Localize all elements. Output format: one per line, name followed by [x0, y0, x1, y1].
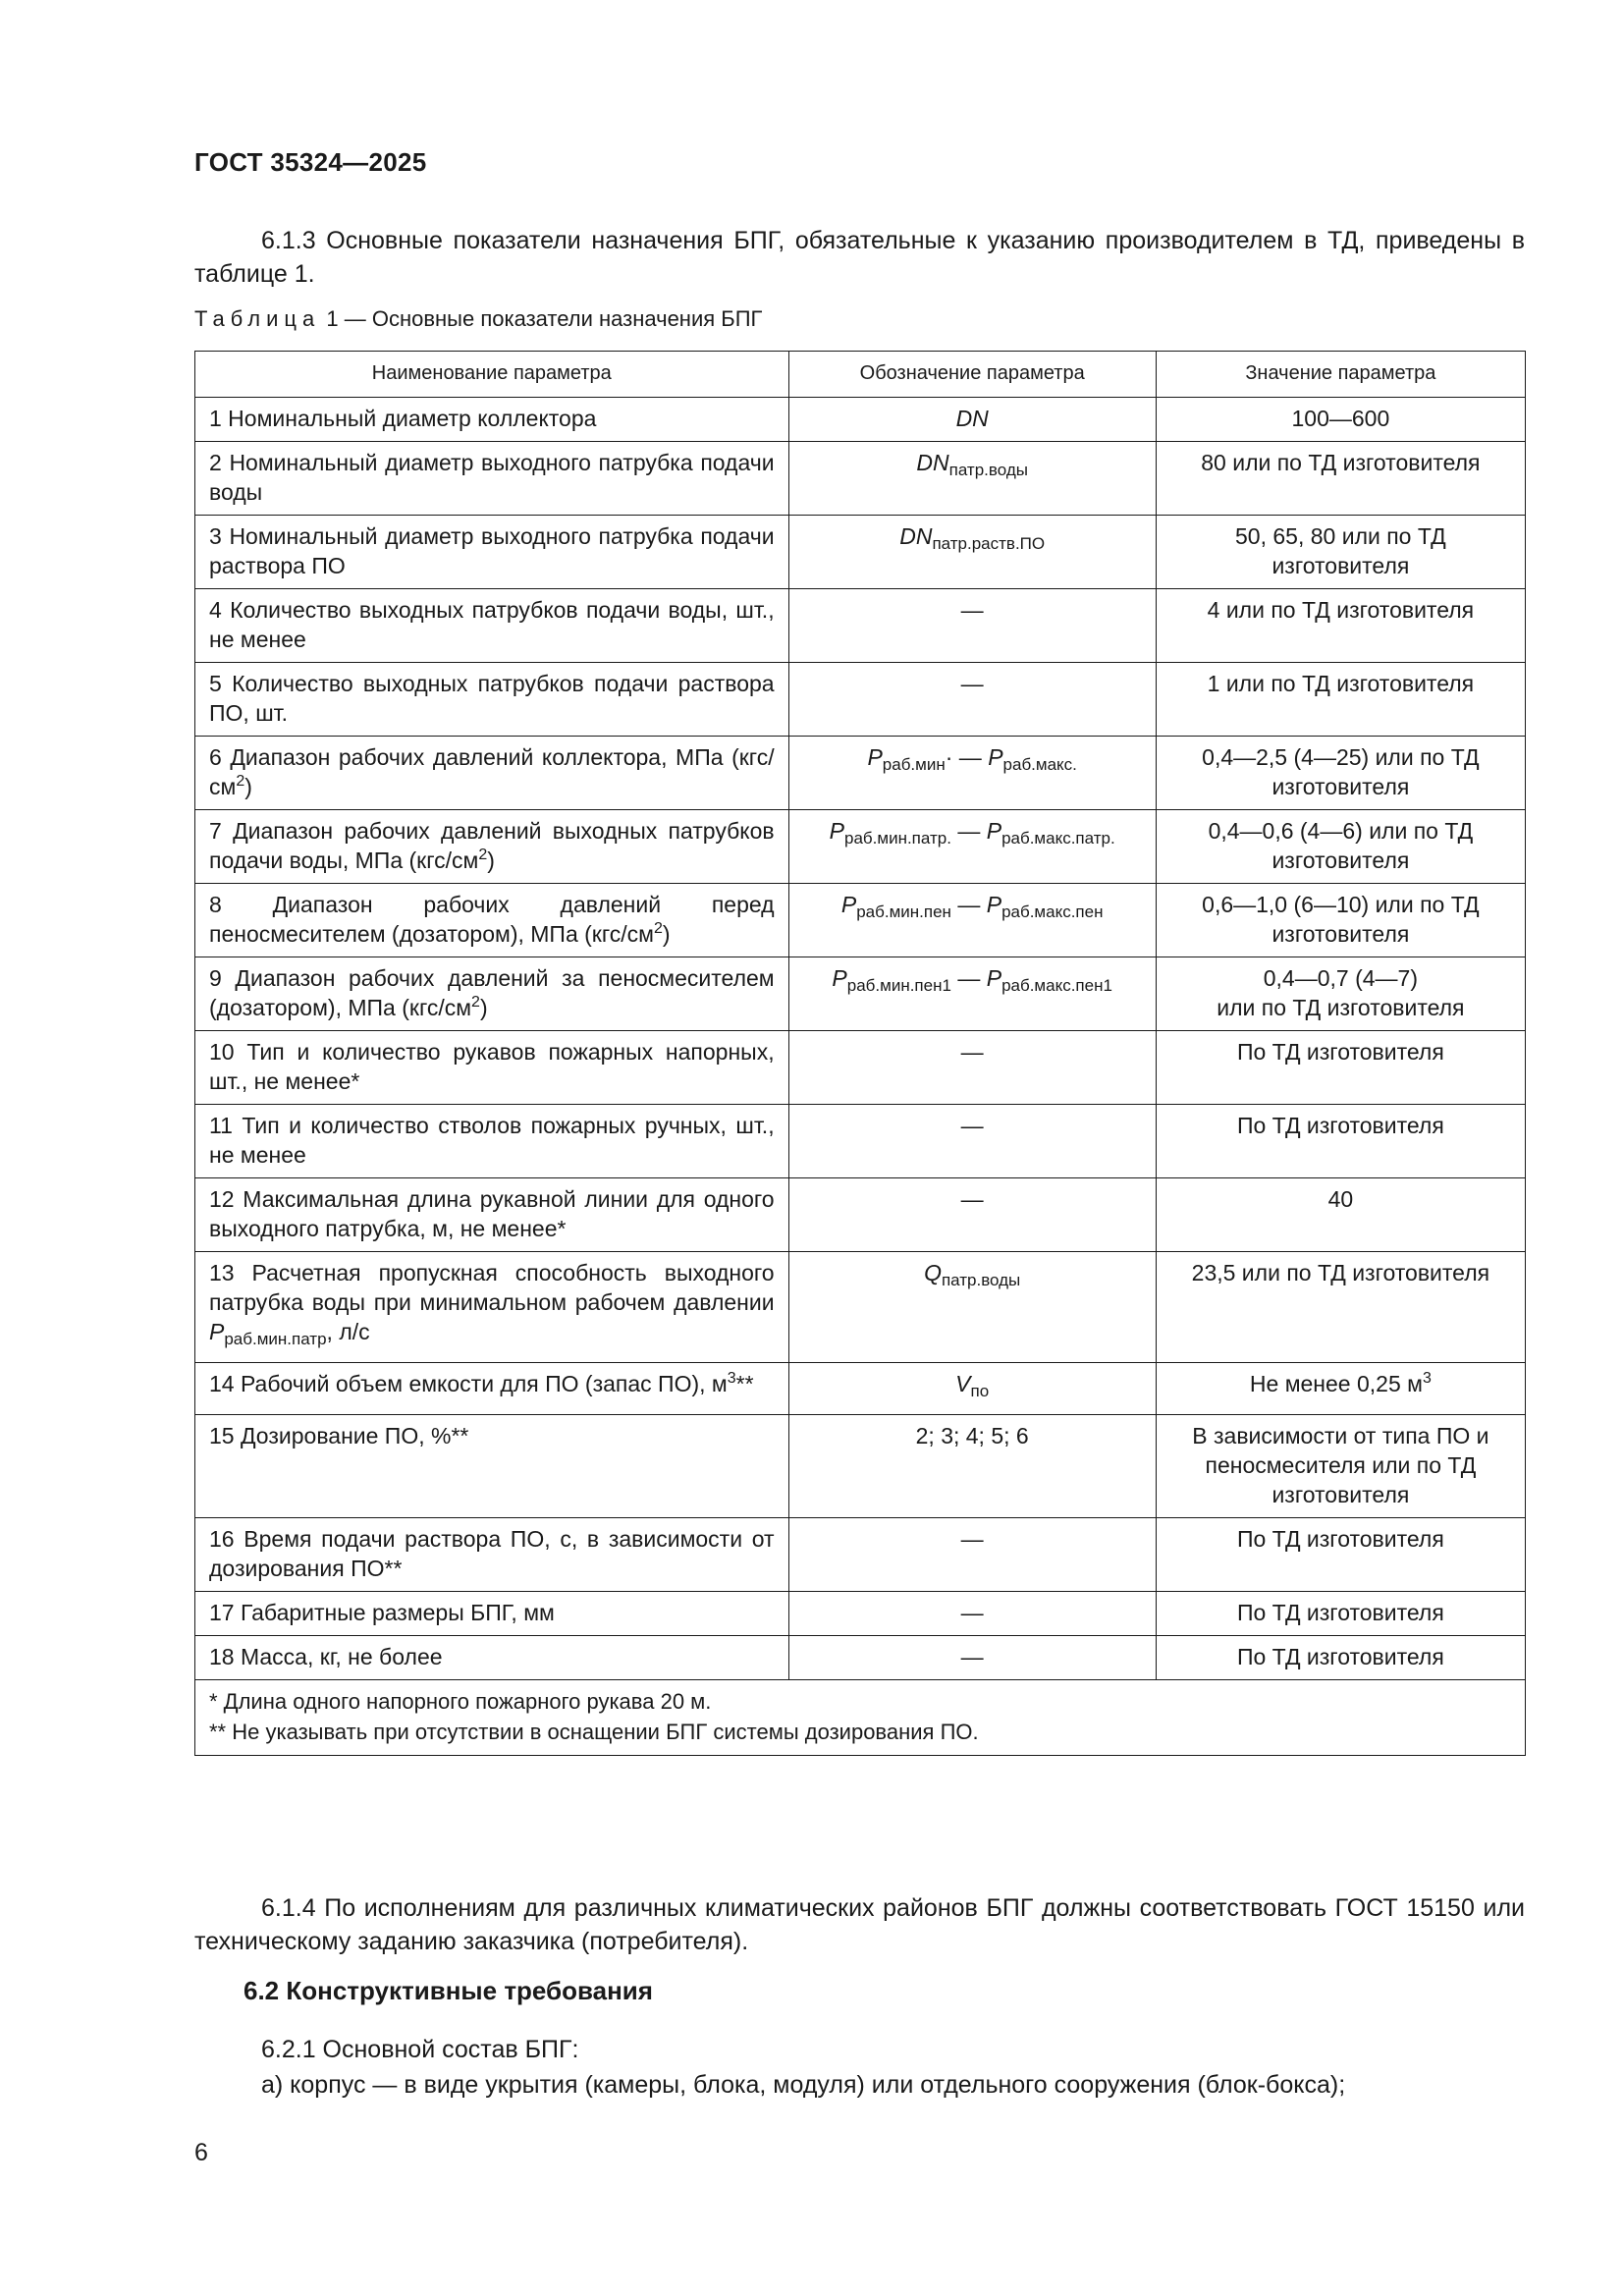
parameters-table: [194, 351, 1526, 1756]
param-name: 2 Номинальный диаметр выходного патрубка подачи воды: [195, 442, 789, 516]
footnote-2: ** Не указывать при отсутствии в оснащении БПГ системы дозирования ПО.: [209, 1720, 979, 1744]
paragraph-6-1-3: 6.1.3 Основные показатели назначения БПГ, обязательные к указанию производителем в ТД, приведены в таблице 1.: [194, 227, 1525, 288]
table-row: [195, 1415, 1526, 1518]
param-value: 0,4—2,5 (4—25) или по ТД изготовителя: [1156, 737, 1525, 810]
param-name: [195, 737, 789, 810]
table-row: [195, 663, 1526, 737]
symbol-subscript: патр.воды: [941, 1271, 1021, 1289]
symbol-main: DN: [955, 406, 989, 431]
table-row: [195, 1105, 1526, 1178]
param-value: [1156, 957, 1525, 1031]
table-row: [195, 1518, 1526, 1592]
table-row: [195, 589, 1526, 663]
param-symbol: [788, 1363, 1156, 1415]
symbol-p1-subscript: раб.мин.патр.: [844, 829, 951, 847]
param-symbol: —: [788, 1105, 1156, 1178]
header-value: Значение параметра: [1156, 352, 1525, 398]
table-row: [195, 957, 1526, 1031]
name-text-end: ): [487, 847, 495, 873]
param-symbol: [788, 884, 1156, 957]
param-symbol: —: [788, 1592, 1156, 1636]
paragraph-6-2-1: 6.2.1 Основной состав БПГ:: [261, 2036, 579, 2063]
param-value: 0,6—1,0 (6—10) или по ТД изготовителя: [1156, 884, 1525, 957]
name-text-end: ): [244, 774, 252, 799]
param-name: 1 Номинальный диаметр коллектора: [195, 398, 789, 442]
name-text: 13 Расчетная пропускная способность выходного патрубка воды при минимальном рабочем давлении: [209, 1260, 775, 1315]
param-symbol: [788, 1252, 1156, 1363]
symbol-p1: P: [867, 744, 883, 770]
param-value: 80 или по ТД изготовителя: [1156, 442, 1525, 516]
symbol-p2: P: [986, 892, 1002, 917]
param-value: По ТД изготовителя: [1156, 1636, 1525, 1680]
value-line-2: или по ТД изготовителя: [1217, 995, 1465, 1020]
header-name: Наименование параметра: [195, 352, 789, 398]
symbol-p2: P: [988, 744, 1003, 770]
param-symbol: —: [788, 1636, 1156, 1680]
table-row: [195, 810, 1526, 884]
name-text: 14 Рабочий объем емкости для ПО (запас ПО), м: [209, 1371, 728, 1396]
param-value: 0,4—0,6 (4—6) или по ТД изготовителя: [1156, 810, 1525, 884]
name-text: 7 Диапазон рабочих давлений выходных патрубков подачи воды, МПа (кгс/см: [209, 818, 775, 873]
name-text: 9 Диапазон рабочих давлений за пеносмесителем (дозатором), МПа (кгс/см: [209, 965, 775, 1020]
param-symbol: [788, 442, 1156, 516]
param-value: 40: [1156, 1178, 1525, 1252]
table-caption: [194, 306, 762, 332]
symbol-p2: P: [986, 965, 1002, 991]
param-name: 11 Тип и количество стволов пожарных ручных, шт., не менее: [195, 1105, 789, 1178]
name-superscript: 2: [471, 994, 480, 1011]
header-symbol: Обозначение параметра: [788, 352, 1156, 398]
table-caption-text: 1 — Основные показатели назначения БПГ: [320, 306, 763, 331]
param-name: [195, 810, 789, 884]
symbol-p1: P: [832, 965, 847, 991]
param-name: 17 Габаритные размеры БПГ, мм: [195, 1592, 789, 1636]
table-row: [195, 1636, 1526, 1680]
name-symbol: P: [209, 1319, 225, 1344]
param-value: [1156, 1363, 1525, 1415]
symbol-p1-subscript: раб.мин: [882, 755, 946, 774]
name-text-end: ): [662, 921, 671, 947]
name-text: 8 Диапазон рабочих давлений перед пеносмесителем (дозатором), МПа (кгс/см: [209, 892, 775, 947]
name-superscript: 2: [236, 773, 245, 790]
name-text: 6 Диапазон рабочих давлений коллектора, МПа (кгс/см: [209, 744, 775, 799]
table-row: [195, 884, 1526, 957]
document-header: ГОСТ 35324—2025: [194, 147, 427, 177]
table-row: [195, 1363, 1526, 1415]
symbol-main: DN: [899, 523, 933, 549]
param-symbol: —: [788, 1031, 1156, 1105]
param-value: По ТД изготовителя: [1156, 1518, 1525, 1592]
name-text-end: ): [479, 995, 488, 1020]
param-name: 12 Максимальная длина рукавной линии для одного выходного патрубка, м, не менее*: [195, 1178, 789, 1252]
name-superscript: 3: [727, 1370, 736, 1387]
param-symbol: —: [788, 589, 1156, 663]
symbol-separator: · —: [945, 744, 989, 770]
name-text-end: **: [735, 1371, 754, 1396]
param-name: [195, 884, 789, 957]
symbol-separator: —: [950, 892, 987, 917]
page-number: 6: [194, 2139, 208, 2166]
symbol-p1-subscript: раб.мин.пен1: [846, 976, 951, 995]
param-value: По ТД изготовителя: [1156, 1031, 1525, 1105]
table-header-row: [195, 352, 1526, 398]
value-text: Не менее 0,25 м: [1249, 1371, 1423, 1396]
symbol-p1: P: [829, 818, 845, 844]
param-value: 100—600: [1156, 398, 1525, 442]
name-superscript: 2: [653, 920, 663, 937]
symbol-subscript: патр.воды: [948, 461, 1028, 479]
param-value: 4 или по ТД изготовителя: [1156, 589, 1525, 663]
param-symbol: [788, 398, 1156, 442]
list-item-a: а) корпус — в виде укрытия (камеры, блока, модуля) или отдельного сооружения (блок-бокса);: [261, 2071, 1346, 2099]
param-value: 1 или по ТД изготовителя: [1156, 663, 1525, 737]
table-row: [195, 442, 1526, 516]
symbol-separator: —: [950, 818, 987, 844]
param-name: [195, 1252, 789, 1363]
symbol-subscript: по: [970, 1382, 990, 1400]
param-name: 4 Количество выходных патрубков подачи воды, шт., не менее: [195, 589, 789, 663]
param-symbol: [788, 810, 1156, 884]
name-text-end: , л/с: [326, 1319, 370, 1344]
param-name: 10 Тип и количество рукавов пожарных напорных, шт., не менее*: [195, 1031, 789, 1105]
symbol-p1: P: [840, 892, 857, 917]
symbol-p2-subscript: раб.макс.пен1: [1001, 976, 1112, 995]
footnote-1: * Длина одного напорного пожарного рукава 20 м.: [209, 1689, 712, 1714]
param-value: По ТД изготовителя: [1156, 1592, 1525, 1636]
table-notes-row: [195, 1680, 1526, 1756]
table-notes: [195, 1680, 1526, 1756]
symbol-p1-subscript: раб.мин.пен: [856, 902, 951, 921]
param-symbol: [788, 957, 1156, 1031]
param-value: 23,5 или по ТД изготовителя: [1156, 1252, 1525, 1363]
param-name: 16 Время подачи раствора ПО, с, в зависимости от дозирования ПО**: [195, 1518, 789, 1592]
value-line-1: 0,4—0,7 (4—7): [1263, 965, 1418, 991]
param-name: 5 Количество выходных патрубков подачи раствора ПО, шт.: [195, 663, 789, 737]
table-caption-prefix: Таблица: [194, 306, 321, 331]
symbol-p2-subscript: раб.макс.: [1002, 755, 1077, 774]
param-value: В зависимости от типа ПО и пеносмесителя или по ТД изготовителя: [1156, 1415, 1525, 1518]
table-row: [195, 516, 1526, 589]
param-symbol: —: [788, 663, 1156, 737]
table-row: [195, 737, 1526, 810]
symbol-main: DN: [916, 450, 949, 475]
param-symbol: —: [788, 1178, 1156, 1252]
symbol-p2: P: [986, 818, 1002, 844]
param-symbol: —: [788, 1518, 1156, 1592]
section-heading-6-2: 6.2 Конструктивные требования: [243, 1976, 653, 2005]
paragraph-6-1-4: 6.1.4 По исполнениям для различных климатических районов БПГ должны соответствовать ГОСТ 15150 или техническому заданию заказчика (потребителя).: [194, 1894, 1525, 1955]
param-name: 18 Масса, кг, не более: [195, 1636, 789, 1680]
param-name: [195, 957, 789, 1031]
table-row: [195, 1178, 1526, 1252]
table-row: [195, 1031, 1526, 1105]
table-row: [195, 1592, 1526, 1636]
table-row: [195, 398, 1526, 442]
param-symbol: [788, 737, 1156, 810]
symbol-subscript: патр.раств.ПО: [932, 534, 1046, 553]
param-symbol: [788, 516, 1156, 589]
param-value: 50, 65, 80 или по ТД изготовителя: [1156, 516, 1525, 589]
param-value: По ТД изготовителя: [1156, 1105, 1525, 1178]
symbol-main: V: [955, 1371, 971, 1396]
table-row: [195, 1252, 1526, 1363]
param-name: [195, 1363, 789, 1415]
name-superscript: 2: [478, 847, 488, 863]
symbol-p2-subscript: раб.макс.пен: [1001, 902, 1104, 921]
param-name: 15 Дозирование ПО, %**: [195, 1415, 789, 1518]
symbol-main: Q: [924, 1260, 942, 1285]
symbol-separator: —: [950, 965, 987, 991]
param-symbol: 2; 3; 4; 5; 6: [788, 1415, 1156, 1518]
symbol-p2-subscript: раб.макс.патр.: [1001, 829, 1115, 847]
param-name: 3 Номинальный диаметр выходного патрубка подачи раствора ПО: [195, 516, 789, 589]
name-subscript: раб.мин.патр: [224, 1330, 327, 1348]
value-superscript: 3: [1422, 1370, 1432, 1387]
